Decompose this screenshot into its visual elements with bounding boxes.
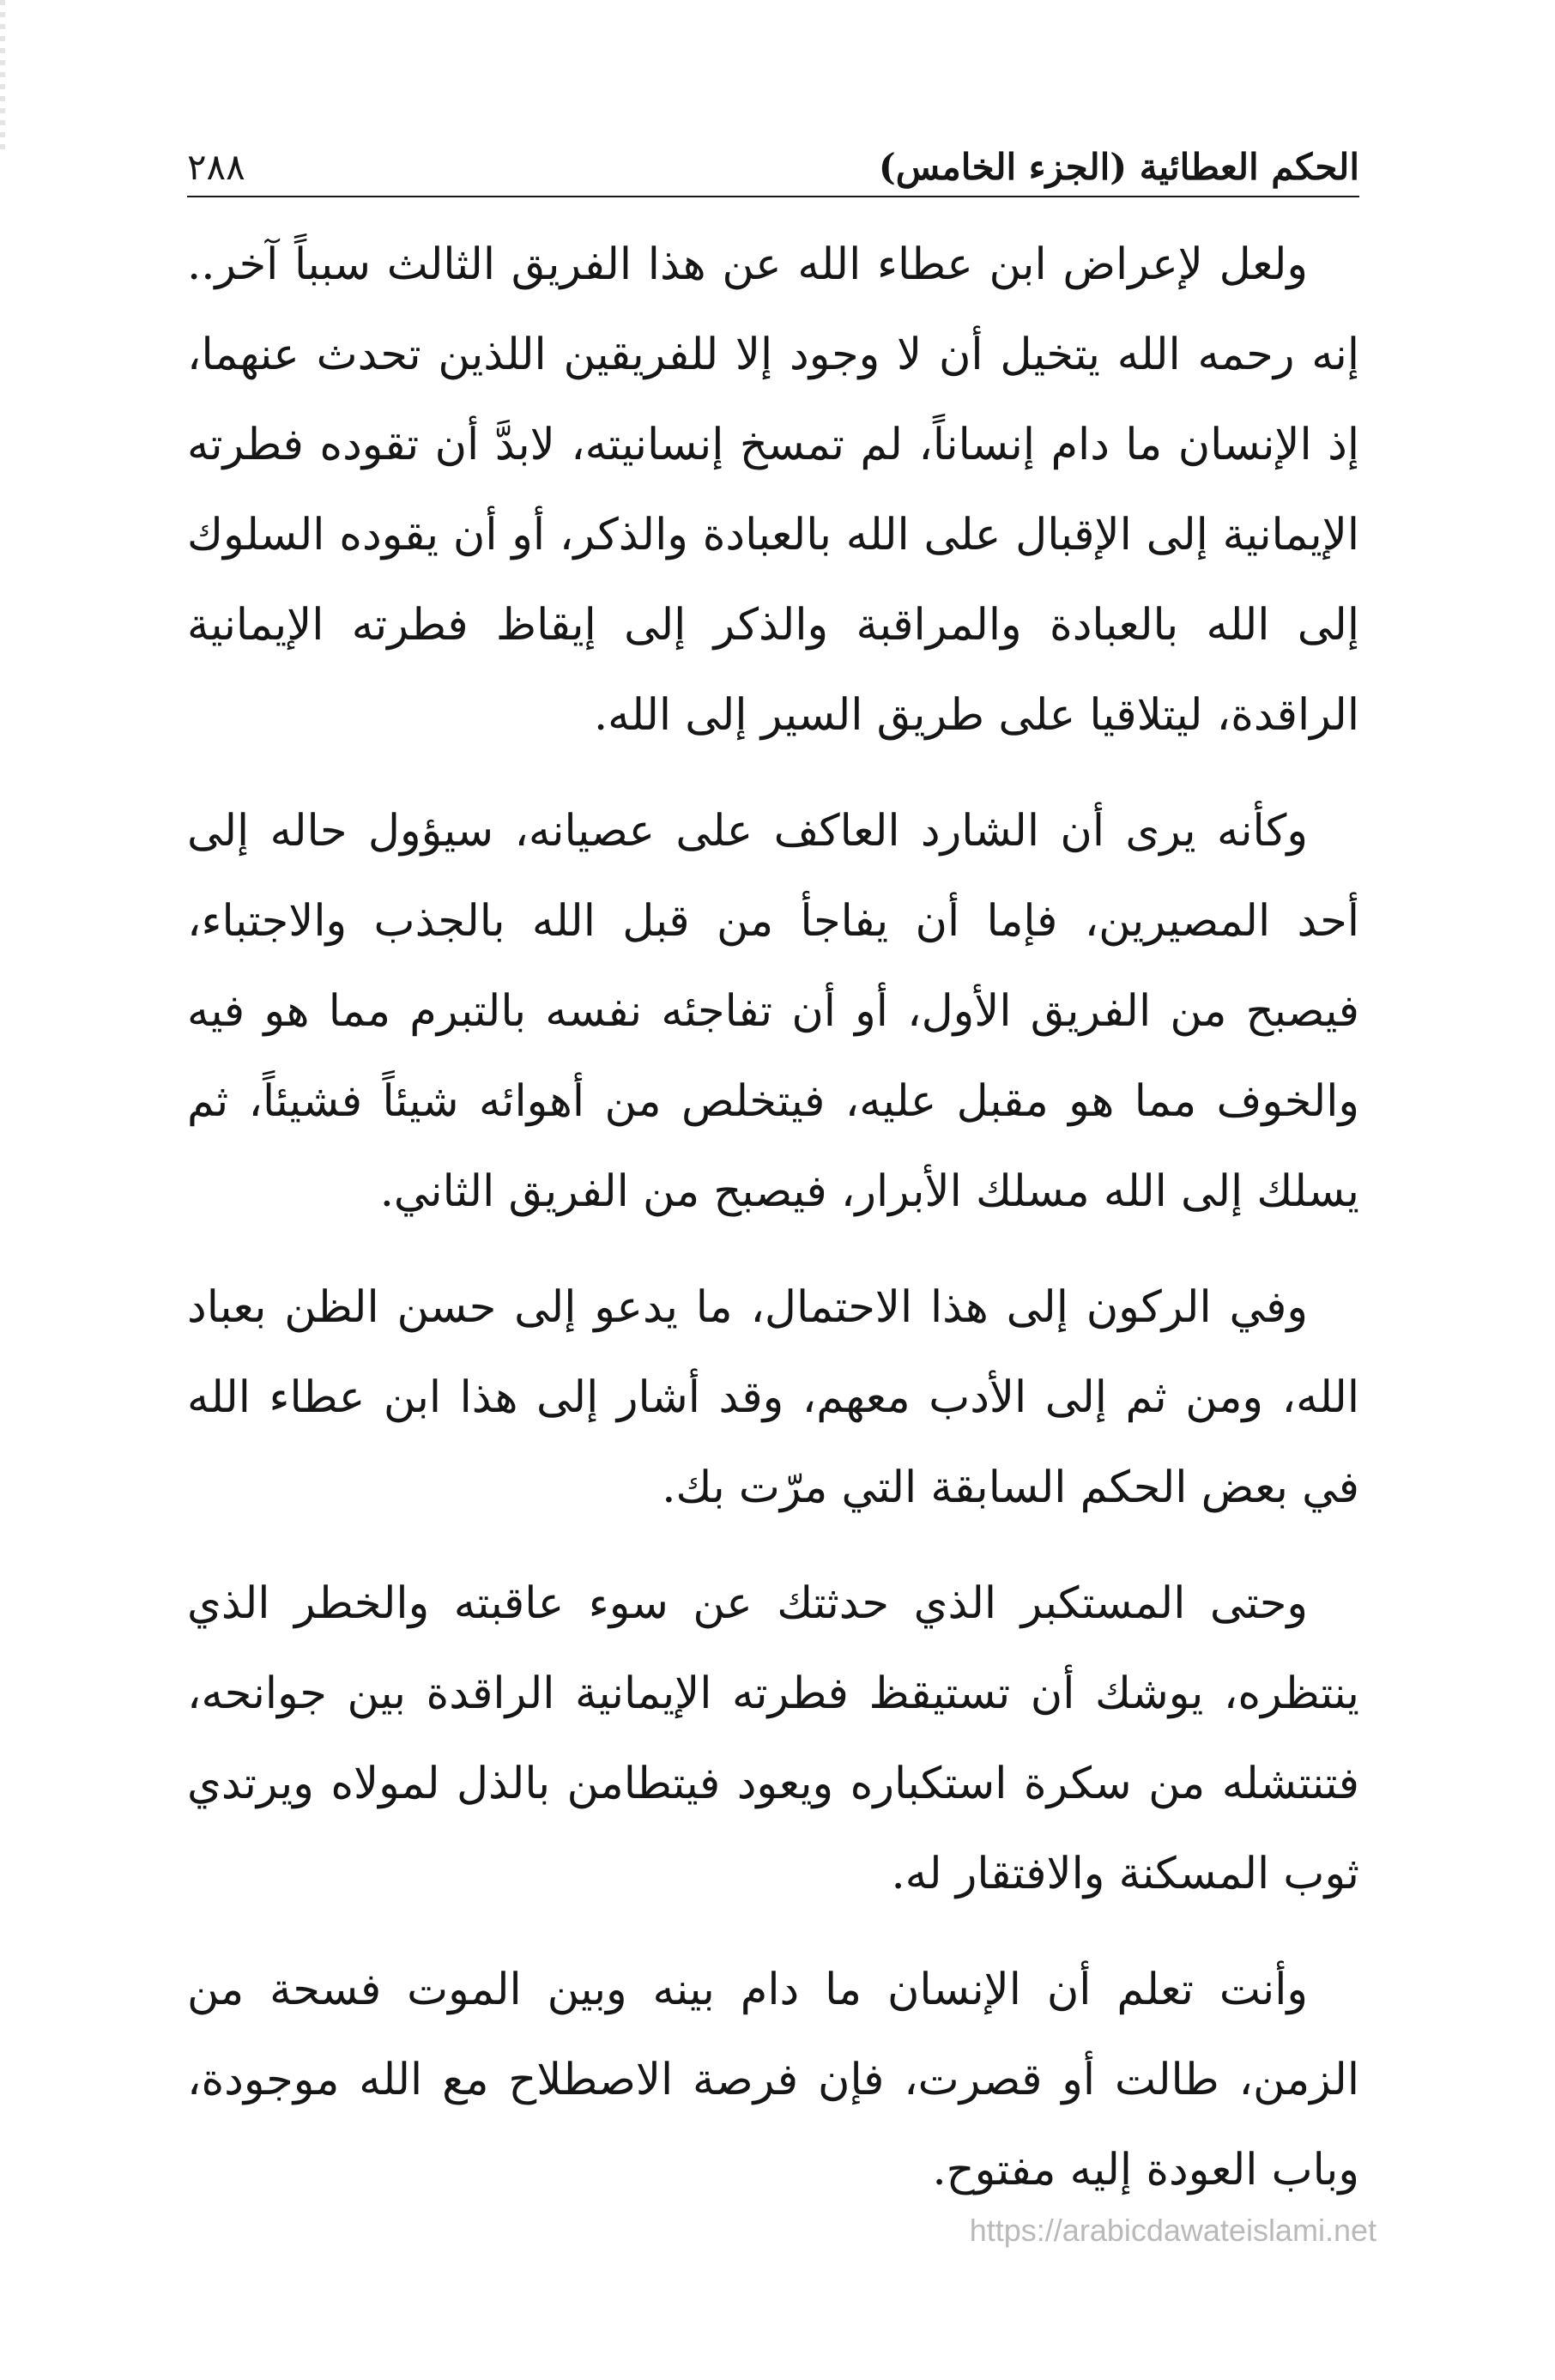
paragraph-4: وحتى المستكبر الذي حدثتك عن سوء عاقبته والخطر الذي ينتظره، يوشك أن تستيقظ فطرته الإيمانية الراقدة بين جوانحه، فتنتشله من سكرة استكباره ويعود فيتطامن بالذل لمولاه ويرتدي ثوب المسكنة والافتقار له. <box>187 1578 1359 1899</box>
paragraph-3: وفي الركون إلى هذا الاحتمال، ما يدعو إلى حسن الظن بعباد الله، ومن ثم إلى الأدب معهم، وقد أشار إلى هذا ابن عطاء الله في بعض الحكم السابقة التي مرّت بك. <box>187 1282 1359 1513</box>
paragraph-1: ولعل لإعراض ابن عطاء الله عن هذا الفريق الثالث سبباً آخر.. إنه رحمه الله يتخيل أن لا وجود إلا للفريقين اللذين تحدث عنهما، إذ الإنسان ما دام إنساناً، لم تمسخ إنسانيته، لابدَّ أن تقوده فطرته الإيمانية إلى الإقبال على الله بالعبادة والذكر، أو أن يقوده السلوك إلى الله بالعبادة والمراقبة والذكر إلى إيقاظ فطرته الإيمانية الراقدة، ليتلاقيا على طريق السير إلى الله. <box>187 239 1359 741</box>
running-header <box>187 137 1359 197</box>
paragraph-5: وأنت تعلم أن الإنسان ما دام بينه وبين الموت فسحة من الزمن، طالت أو قصرت، فإن فرصة الاصطلاح مع الله موجودة، وباب العودة إليه مفتوح. <box>187 1965 1359 2195</box>
page-number: ٢٨٨ <box>187 146 245 188</box>
paragraph-2: وكأنه يرى أن الشارد العاكف على عصيانه، سيؤول حاله إلى أحد المصيرين، فإما أن يفاجأ من قبل الله بالجذب والاجتباء، فيصبح من الفريق الأول، أو أن تفاجئه نفسه بالتبرم مما هو فيه والخوف مما هو مقبل عليه، فيتخلص من أهوائه شيئاً فشيئاً، ثم يسلك إلى الله مسلك الأبرار، فيصبح من الفريق الثاني. <box>187 806 1359 1217</box>
scan-edge-artifact <box>0 0 5 154</box>
header-rule <box>187 196 1359 197</box>
body-text <box>187 220 1359 2241</box>
watermark-url: https://arabicdawateislami.net <box>969 2213 1377 2248</box>
running-header-title: الحكم العطائية (الجزء الخامس) <box>878 146 1359 188</box>
